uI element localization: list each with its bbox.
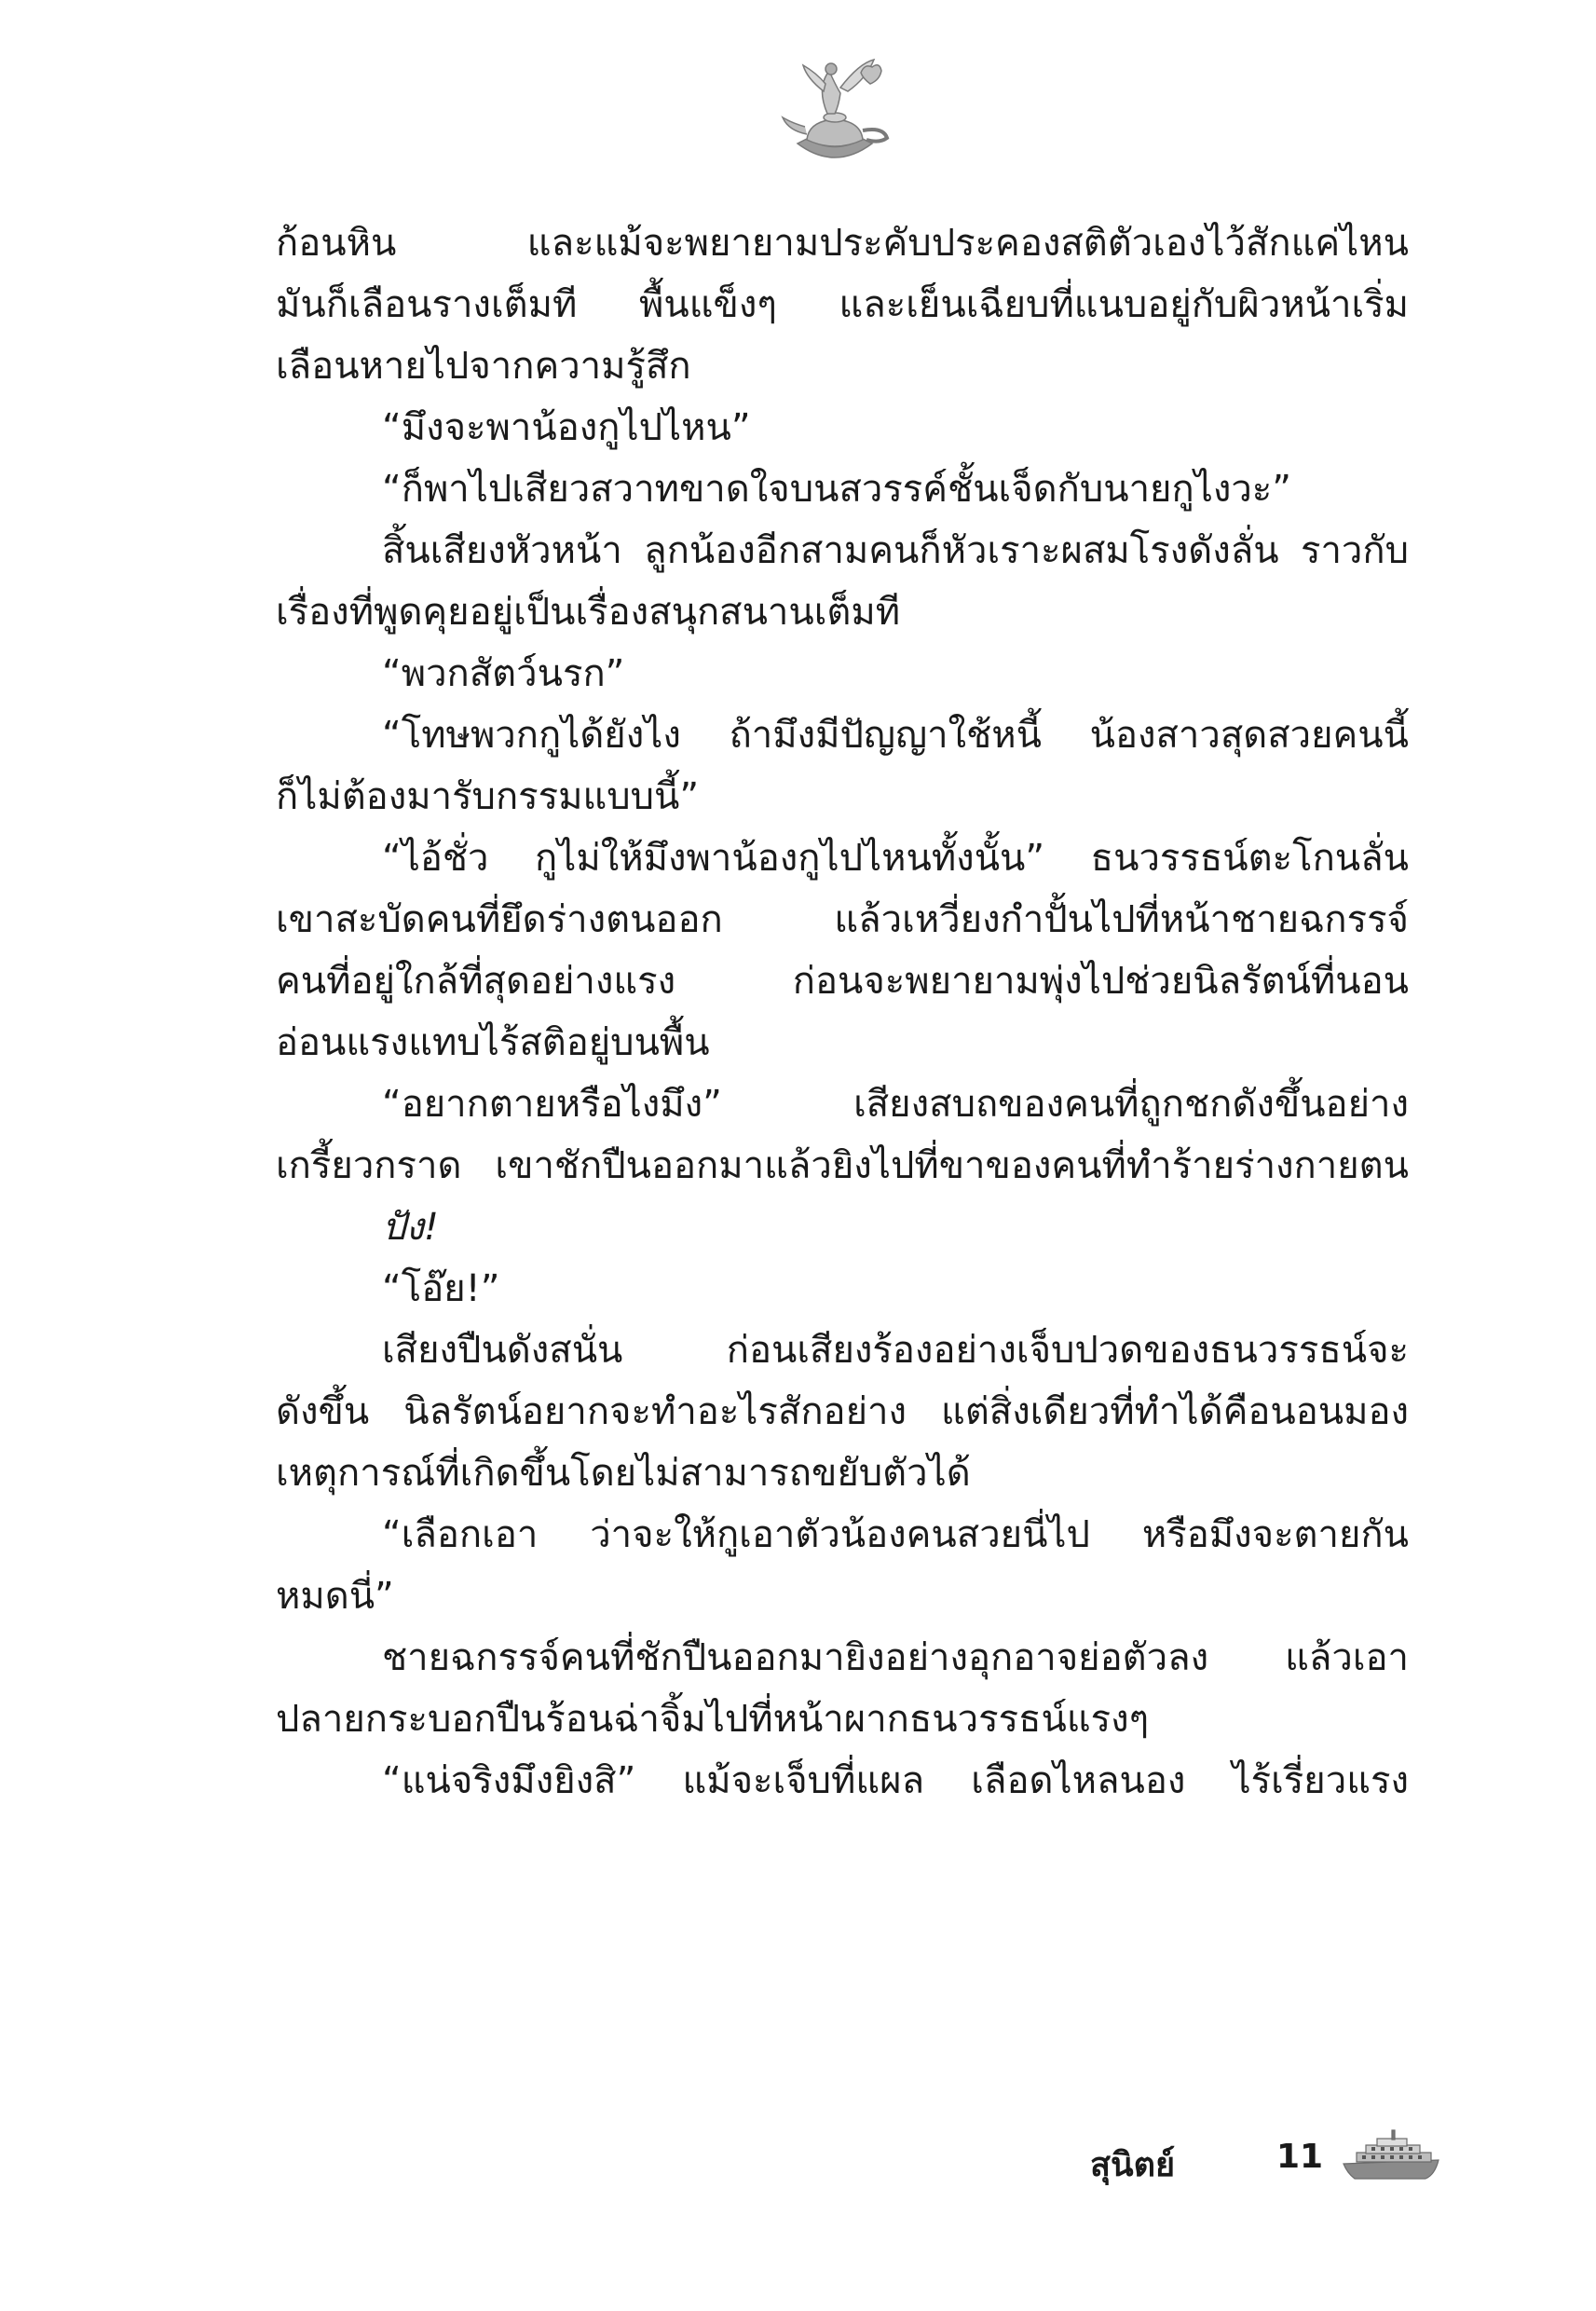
book-title: สุนิตย์ (1090, 2146, 1176, 2184)
text-line: ก็ไม่ต้องมารับกรรมแบบนี้” (276, 775, 700, 818)
text-line: เหตุการณ์ที่เกิดขึ้นโดยไม่สามารถขยับตัวได้ (276, 1452, 971, 1495)
text-line: “ไอ้ชั่ว กูไม่ให้มึงพาน้องกูไปไหนทั้งนั้น” ธนวรรธน์ตะโกนลั่น (382, 837, 1409, 880)
text-line: อ่อนแรงแทบไร้สติอยู่บนพื้น (276, 1021, 710, 1064)
text-line: เสียงปืนดังสนั่น ก่อนเสียงร้องอย่างเจ็บปวดของธนวรรธน์จะ (382, 1329, 1409, 1372)
text-line: หมดนี่” (276, 1575, 394, 1618)
page-number: 11 (1276, 2138, 1324, 2176)
text-line: ชายฉกรรจ์คนที่ชักปืนออกมายิงอย่างอุกอาจย่อตัวลง แล้วเอา (382, 1636, 1409, 1679)
text-line: มันก็เลือนรางเต็มที พื้นแข็งๆ และเย็นเฉียบที่แนบอยู่กับผิวหน้าเริ่ม (276, 283, 1409, 326)
text-line: คนที่อยู่ใกล้ที่สุดอย่างแรง ก่อนจะพยายามพุ่งไปช่วยนิลรัตน์ที่นอน (276, 960, 1409, 1003)
text-line: “ก็พาไปเสียวสวาทขาดใจบนสวรรค์ชั้นเจ็ดกับนายกูไงวะ” (382, 468, 1292, 511)
text-line: เกรี้ยวกราด เขาชักปืนออกมาแล้วยิงไปที่ขาของคนที่ทำร้ายร่างกายตน (276, 1144, 1409, 1187)
text-line: ปัง! (382, 1206, 439, 1249)
text-line: “อยากตายหรือไงมึง” เสียงสบถของคนที่ถูกชกดังขึ้นอย่าง (382, 1083, 1409, 1126)
text-line: เขาสะบัดคนที่ยึดร่างตนออก แล้วเหวี่ยงกำปั้นไปที่หน้าชายฉกรรจ์ (276, 898, 1409, 941)
page-footer (1090, 2128, 1463, 2194)
text-line: “แน่จริงมึงยิงสิ” แม้จะเจ็บที่แผล เลือดไหลนอง ไร้เรี่ยวแรง (382, 1759, 1409, 1802)
text-line: “โทษพวกกูได้ยังไง ถ้ามึงมีปัญญาใช้หนี้ น้องสาวสุดสวยคนนี้ (382, 714, 1409, 757)
text-line: “พวกสัตว์นรก” (382, 652, 625, 695)
text-line: “มึงจะพาน้องกูไปไหน” (382, 406, 751, 449)
text-line: “เลือกเอา ว่าจะให้กูเอาตัวน้องคนสวยนี่ไป หรือมึงจะตายกัน (382, 1513, 1409, 1556)
text-line: สิ้นเสียงหัวหน้า ลูกน้องอีกสามคนก็หัวเราะผสมโรงดังลั่น ราวกับ (382, 529, 1409, 572)
text-line: เรื่องที่พูดคุยอยู่เป็นเรื่องสนุกสนานเต็มที (276, 591, 901, 634)
cruise-ship-icon (1340, 2128, 1442, 2184)
text-line: เลือนหายไปจากความรู้สึก (276, 345, 691, 388)
text-line: ดังขึ้น นิลรัตน์อยากจะทำอะไรสักอย่าง แต่สิ่งเดียวที่ทำได้คือนอนมอง (276, 1390, 1409, 1433)
body-text (276, 212, 1409, 1812)
text-line: ปลายกระบอกปืนร้อนฉ่าจิ้มไปที่หน้าผากธนวรรธน์แรงๆ (276, 1698, 1150, 1741)
text-line: “โอ๊ย!” (382, 1267, 500, 1310)
text-line: ก้อนหิน และแม้จะพยายามประคับประคองสติตัวเองไว้สักแค่ไหน (276, 222, 1409, 265)
genie-lamp-fairy-icon (770, 50, 900, 171)
